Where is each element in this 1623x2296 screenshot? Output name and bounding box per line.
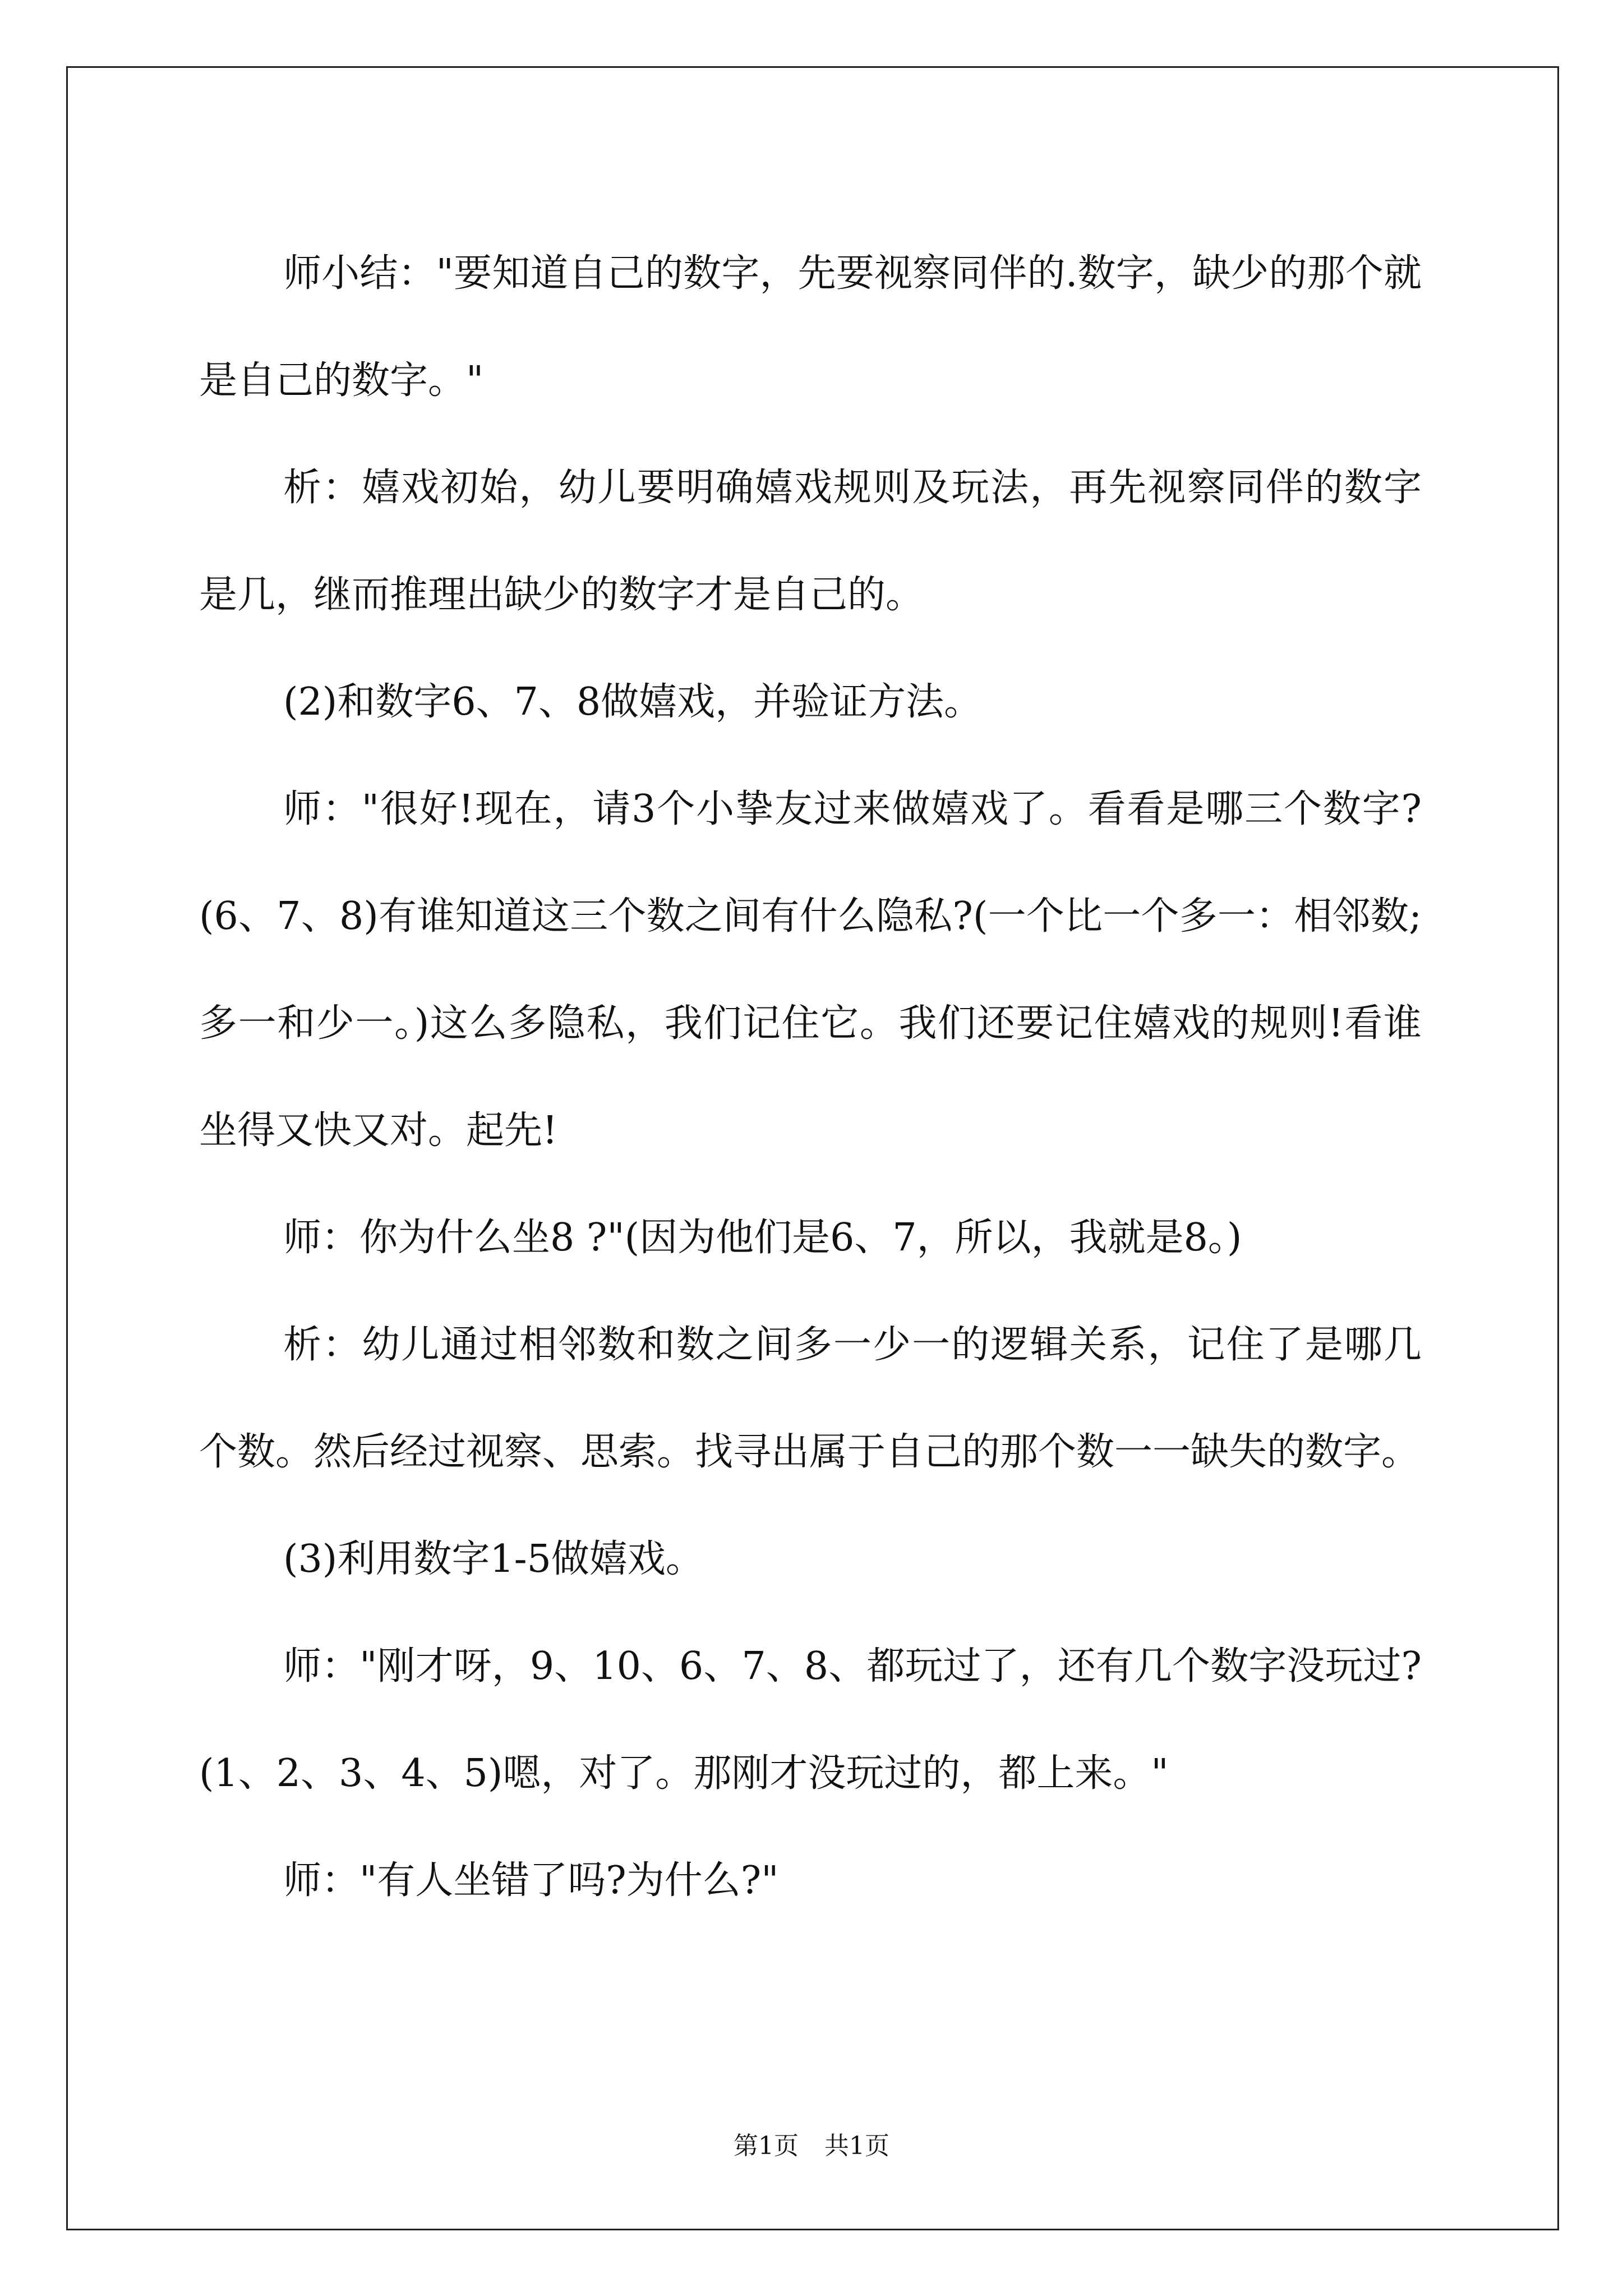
page-number: 第1页	[734, 2132, 799, 2160]
paragraph-analysis-1: 析：嬉戏初始，幼儿要明确嬉戏规则及玩法，再先视察同伴的数字是几，继而推理出缺少的数字才是自己的。	[199, 466, 1422, 617]
paragraph-teacher-3: 师："刚才呀，9、10、6、7、8、都玩过了，还有几个数字没玩过?(1、2、3、4、5)嗯，对了。那刚才没玩过的，都上来。"	[199, 1644, 1422, 1796]
paragraph-step-2: (2)和数字6、7、8做嬉戏，并验证方法。	[283, 680, 983, 724]
paragraph-step-3: (3)利用数字1-5做嬉戏。	[283, 1537, 704, 1581]
paragraph-analysis-2: 析：幼儿通过相邻数和数之间多一少一的逻辑关系，记住了是哪几个数。然后经过视察、思索。找寻出属于自己的那个数一一缺失的数字。	[199, 1323, 1422, 1474]
document-body	[199, 220, 1422, 1934]
paragraph-teacher-2: 师：你为什么坐8 ?"(因为他们是6、7，所以，我就是8。)	[283, 1216, 1242, 1260]
page-footer	[0, 2131, 1623, 2162]
paragraph-teacher-1: 师："很好!现在，请3个小挚友过来做嬉戏了。看看是哪三个数字?(6、7、8)有谁知道这三个数之间有什么隐私?(一个比一个多一：相邻数;多一和少一。)这么多隐私，我们记住它。我们还要记住嬉戏的规则!看谁坐得又快又对。起先!	[199, 787, 1422, 1153]
page-total: 共1页	[824, 2132, 889, 2160]
paragraph-teacher-4: 师："有人坐错了吗?为什么?"	[283, 1858, 779, 1903]
paragraph-summary: 师小结："要知道自己的数字，先要视察同伴的.数字，缺少的那个就是自己的数字。"	[199, 251, 1422, 403]
